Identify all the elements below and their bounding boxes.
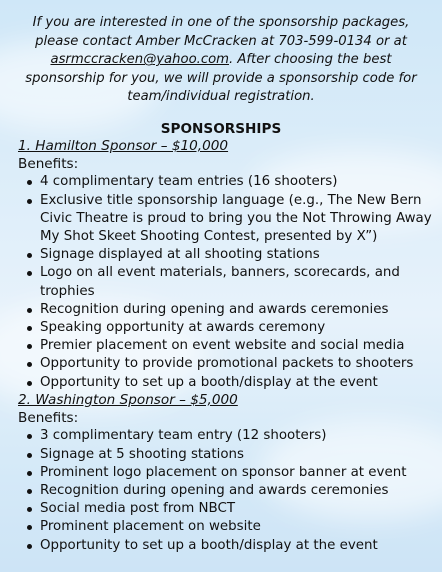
bullet-icon xyxy=(27,308,32,313)
bullet-icon xyxy=(27,453,32,458)
benefit-text: 4 complimentary team entries (16 shooters) xyxy=(40,174,338,190)
benefit-item xyxy=(26,446,434,464)
washington-benefits-list xyxy=(18,427,434,554)
benefit-text: Recognition during opening and awards ceremonies xyxy=(40,483,389,499)
benefit-text: Signage displayed at all shooting stations xyxy=(40,247,320,263)
benefit-item xyxy=(26,374,434,392)
benefit-item xyxy=(26,464,434,482)
benefit-item xyxy=(26,173,434,191)
bullet-icon xyxy=(27,344,32,349)
bullet-icon xyxy=(27,271,32,276)
washington-sponsor-section xyxy=(18,391,434,555)
bullet-icon xyxy=(27,253,32,258)
bullet-icon xyxy=(27,489,32,494)
bullet-icon xyxy=(27,507,32,512)
benefit-text: Prominent logo placement on sponsor banner at event xyxy=(40,464,407,480)
intro-text-1: If you are interested in one of the sponsorship packages, please contact Amber McCracken at 703-599-0134 or at xyxy=(32,15,410,49)
bullet-icon xyxy=(27,326,32,331)
benefit-item xyxy=(26,427,434,445)
benefit-item xyxy=(26,518,434,536)
hamilton-benefits-list xyxy=(18,173,434,391)
benefit-item xyxy=(26,537,434,555)
benefit-text: Opportunity to provide promotional packets to shooters xyxy=(40,356,414,372)
hamilton-sponsor-title: 1. Hamilton Sponsor – $10,000 xyxy=(18,138,229,154)
bullet-icon xyxy=(27,381,32,386)
benefit-item xyxy=(26,337,434,355)
benefit-text: Premier placement on event website and social media xyxy=(40,338,405,354)
sponsorships-heading: SPONSORSHIPS xyxy=(160,121,282,137)
benefit-item xyxy=(26,246,434,264)
benefit-text: Recognition during opening and awards ceremonies xyxy=(40,301,389,317)
bullet-icon xyxy=(27,544,32,549)
hamilton-benefits-label: Benefits: xyxy=(18,156,79,173)
intro-text-2: . After choosing the best sponsorship for you, we will provide a sponsorship code for team/individual registration. xyxy=(25,52,417,105)
intro-paragraph xyxy=(14,14,428,107)
benefit-text: Prominent placement on website xyxy=(40,519,261,535)
benefit-text: Social media post from NBCT xyxy=(40,501,236,517)
washington-benefits-label: Benefits: xyxy=(18,410,79,427)
benefit-text: 3 complimentary team entry (12 shooters) xyxy=(40,428,327,444)
benefit-text: Signage at 5 shooting stations xyxy=(40,446,245,462)
washington-sponsor-title: 2. Washington Sponsor – $5,000 xyxy=(18,392,238,408)
benefit-text: Opportunity to set up a booth/display at the event xyxy=(40,537,378,553)
benefit-item xyxy=(26,500,434,518)
benefit-text: Exclusive title sponsorship language (e.g., The New Bern Civic Theatre is proud to bring you the Not Throwing Away My Shot Skeet Shooting Contest, presented by X”) xyxy=(40,192,432,245)
benefit-item xyxy=(26,319,434,337)
benefit-item xyxy=(26,264,434,300)
benefit-item xyxy=(26,192,434,247)
bullet-icon xyxy=(27,471,32,476)
benefit-item xyxy=(26,355,434,373)
bullet-icon xyxy=(27,199,32,204)
bullet-icon xyxy=(27,434,32,439)
bullet-icon xyxy=(27,362,32,367)
bullet-icon xyxy=(27,525,32,530)
hamilton-sponsor-section xyxy=(18,137,434,392)
benefit-text: Logo on all event materials, banners, scorecards, and trophies xyxy=(40,265,400,299)
bullet-icon xyxy=(27,180,32,185)
benefit-text: Speaking opportunity at awards ceremony xyxy=(40,320,326,336)
contact-email-link[interactable]: asrmccracken@yahoo.com xyxy=(50,52,229,68)
benefit-item xyxy=(26,301,434,319)
benefit-text: Opportunity to set up a booth/display at the event xyxy=(40,374,378,390)
benefit-item xyxy=(26,482,434,500)
